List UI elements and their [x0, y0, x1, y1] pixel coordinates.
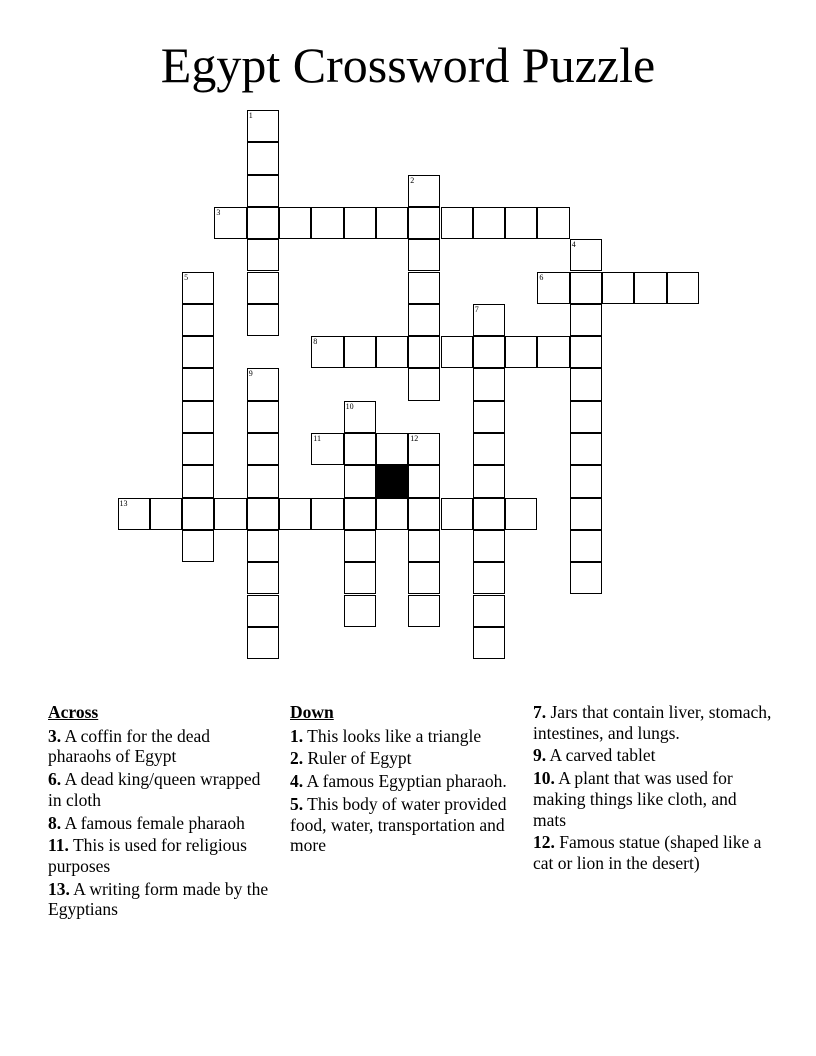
grid-cell[interactable]	[344, 465, 376, 497]
clue-text: A famous Egyptian pharaoh.	[303, 771, 507, 792]
clue-text: This is used for religious purposes	[48, 835, 247, 876]
clue-number: 4	[571, 240, 576, 250]
grid-cell[interactable]	[408, 368, 440, 400]
grid-cell[interactable]	[247, 562, 279, 594]
grid-cell[interactable]	[247, 627, 279, 659]
grid-cell[interactable]	[311, 336, 343, 368]
grid-cell[interactable]	[570, 304, 602, 336]
grid-cell[interactable]	[182, 304, 214, 336]
clue-text: Jars that contain liver, stomach, intestines, and lungs.	[533, 702, 772, 743]
clue	[48, 835, 273, 876]
grid-cell[interactable]	[182, 401, 214, 433]
grid-cell[interactable]	[667, 272, 699, 304]
grid-cell[interactable]	[376, 336, 408, 368]
grid-cell[interactable]	[473, 627, 505, 659]
grid-cell[interactable]	[247, 465, 279, 497]
clue-num: 5.	[290, 793, 304, 814]
grid-cell[interactable]	[570, 530, 602, 562]
grid-cell[interactable]	[570, 368, 602, 400]
grid-cell[interactable]	[182, 530, 214, 562]
clue	[290, 794, 515, 856]
grid-cell[interactable]	[408, 595, 440, 627]
across-heading: Across	[48, 702, 99, 722]
grid-cell[interactable]	[150, 498, 182, 530]
grid-cell[interactable]	[279, 498, 311, 530]
grid-cell[interactable]	[441, 207, 473, 239]
grid-cell[interactable]	[570, 336, 602, 368]
clue	[533, 768, 773, 830]
grid-cell[interactable]	[182, 433, 214, 465]
clue	[290, 771, 515, 792]
grid-cell[interactable]	[570, 498, 602, 530]
grid-cell[interactable]	[214, 498, 246, 530]
down-clue-list	[290, 726, 515, 856]
down-clues	[290, 702, 515, 858]
clue-number: 11	[313, 434, 321, 443]
clue	[290, 726, 515, 747]
grid-cell[interactable]	[247, 110, 279, 142]
clue-number: 3	[216, 207, 221, 217]
clue	[533, 832, 773, 873]
clue-text: A dead king/queen wrapped in cloth	[48, 769, 261, 810]
clue-num: 10.	[533, 768, 555, 789]
grid-cell[interactable]	[570, 239, 602, 271]
clue	[533, 745, 773, 766]
grid-cell[interactable]	[247, 595, 279, 627]
clue	[48, 726, 273, 767]
grid-cell[interactable]	[408, 465, 440, 497]
down-clues-continued	[533, 702, 773, 876]
grid-cell[interactable]	[408, 272, 440, 304]
grid-cell[interactable]	[570, 465, 602, 497]
clue-number: 5	[184, 272, 189, 282]
clue-num: 9.	[533, 745, 547, 766]
grid-cell[interactable]	[634, 272, 666, 304]
clue-num: 11.	[48, 835, 69, 856]
grid-cell[interactable]	[311, 207, 343, 239]
grid-cell[interactable]	[376, 433, 408, 465]
clue-number: 9	[248, 369, 253, 379]
grid-cell[interactable]	[279, 207, 311, 239]
grid-cell[interactable]	[473, 498, 505, 530]
clue-num: 2.	[290, 748, 304, 769]
clue-text: This looks like a triangle	[303, 725, 482, 746]
grid-cell[interactable]	[182, 336, 214, 368]
grid-cell[interactable]	[505, 498, 537, 530]
grid-cell[interactable]	[247, 207, 279, 239]
grid-cell[interactable]	[537, 207, 569, 239]
across-clue-list	[48, 726, 273, 920]
grid-cell[interactable]	[376, 498, 408, 530]
grid-cell[interactable]	[247, 401, 279, 433]
grid-cell[interactable]	[408, 530, 440, 562]
grid-cell[interactable]	[247, 142, 279, 174]
grid-cell[interactable]	[344, 595, 376, 627]
clue-number: 10	[345, 401, 354, 411]
grid-cell[interactable]	[311, 498, 343, 530]
clue-number: 6	[539, 272, 544, 282]
grid-cell[interactable]	[408, 239, 440, 271]
clue-number: 2	[410, 175, 415, 185]
grid-cell[interactable]	[473, 530, 505, 562]
grid-cell[interactable]	[408, 304, 440, 336]
clue-text: A carved tablet	[546, 745, 656, 766]
puzzle-title: Egypt Crossword Puzzle	[160, 37, 656, 93]
clue-num: 3.	[48, 725, 62, 746]
grid-cell[interactable]	[473, 401, 505, 433]
clue-text: A famous female pharaoh	[61, 812, 245, 833]
down-clue-list-continued	[533, 702, 773, 874]
grid-cell[interactable]	[118, 498, 150, 530]
clue-number: 13	[119, 498, 128, 508]
grid-cell[interactable]	[344, 336, 376, 368]
grid-cell[interactable]	[247, 368, 279, 400]
clue-number: 8	[313, 337, 318, 347]
grid-cell[interactable]	[473, 207, 505, 239]
clue-text: A plant that was used for making things like cloth, and mats	[533, 768, 737, 830]
clue	[48, 769, 273, 810]
clue-text: Ruler of Egypt	[303, 748, 412, 769]
grid-cell[interactable]	[537, 336, 569, 368]
grid-cell[interactable]	[473, 595, 505, 627]
grid-cell[interactable]	[247, 433, 279, 465]
grid-cell[interactable]	[408, 336, 440, 368]
grid-cell[interactable]	[505, 207, 537, 239]
grid-cell[interactable]	[408, 433, 440, 465]
grid-cell[interactable]	[376, 207, 408, 239]
clue-num: 6.	[48, 769, 62, 790]
grid-cell[interactable]	[247, 530, 279, 562]
grid-cell[interactable]	[344, 401, 376, 433]
clue	[48, 813, 273, 834]
grid-cell[interactable]	[344, 207, 376, 239]
grid-cell[interactable]	[408, 498, 440, 530]
grid-cell[interactable]	[344, 498, 376, 530]
clue	[290, 748, 515, 769]
clue	[48, 879, 273, 920]
grid-cell[interactable]	[344, 433, 376, 465]
grid-cell[interactable]	[473, 368, 505, 400]
grid-cell[interactable]	[570, 401, 602, 433]
grid-cell[interactable]	[505, 336, 537, 368]
grid-cell[interactable]	[441, 498, 473, 530]
black-cell	[376, 465, 408, 497]
grid-cell[interactable]	[473, 433, 505, 465]
grid-cell[interactable]	[570, 272, 602, 304]
clue-num: 8.	[48, 812, 62, 833]
clue-num: 7.	[533, 702, 547, 722]
clue-number: 12	[410, 434, 419, 443]
grid-cell[interactable]	[473, 304, 505, 336]
clue-text: This body of water provided food, water, transportation and more	[290, 793, 507, 856]
grid-cell[interactable]	[214, 207, 246, 239]
clue-num: 12.	[533, 832, 555, 853]
clue-number: 7	[474, 304, 479, 314]
grid-cell[interactable]	[344, 530, 376, 562]
grid-cell[interactable]	[247, 498, 279, 530]
grid-cell[interactable]	[344, 562, 376, 594]
clue-text: Famous statue (shaped like a cat or lion in the desert)	[533, 832, 762, 873]
grid-cell[interactable]	[247, 272, 279, 304]
grid-cell[interactable]	[408, 207, 440, 239]
clue-num: 1.	[290, 725, 304, 746]
grid-cell[interactable]	[247, 304, 279, 336]
clue-text: A coffin for the dead pharaohs of Egypt	[48, 725, 210, 767]
grid-cell[interactable]	[570, 433, 602, 465]
down-heading: Down	[290, 702, 334, 722]
grid-cell[interactable]	[570, 562, 602, 594]
grid-cell[interactable]	[473, 465, 505, 497]
grid-cell[interactable]	[182, 465, 214, 497]
grid-cell[interactable]	[182, 368, 214, 400]
grid-cell[interactable]	[182, 272, 214, 304]
clue-number: 1	[248, 111, 253, 120]
grid-cell[interactable]	[182, 498, 214, 530]
grid-cell[interactable]	[602, 272, 634, 304]
grid-cell[interactable]	[247, 175, 279, 207]
grid-cell[interactable]	[408, 562, 440, 594]
grid-cell[interactable]	[537, 272, 569, 304]
across-clues	[48, 702, 273, 922]
clue-num: 4.	[290, 771, 304, 792]
clue-num: 13.	[48, 878, 70, 899]
grid-cell[interactable]	[473, 336, 505, 368]
grid-cell[interactable]	[473, 562, 505, 594]
clue	[533, 702, 773, 743]
grid-cell[interactable]	[408, 175, 440, 207]
grid-cell[interactable]	[441, 336, 473, 368]
grid-cell[interactable]	[247, 239, 279, 271]
grid-cell[interactable]	[311, 433, 343, 465]
clue-text: A writing form made by the Egyptians	[48, 878, 269, 920]
